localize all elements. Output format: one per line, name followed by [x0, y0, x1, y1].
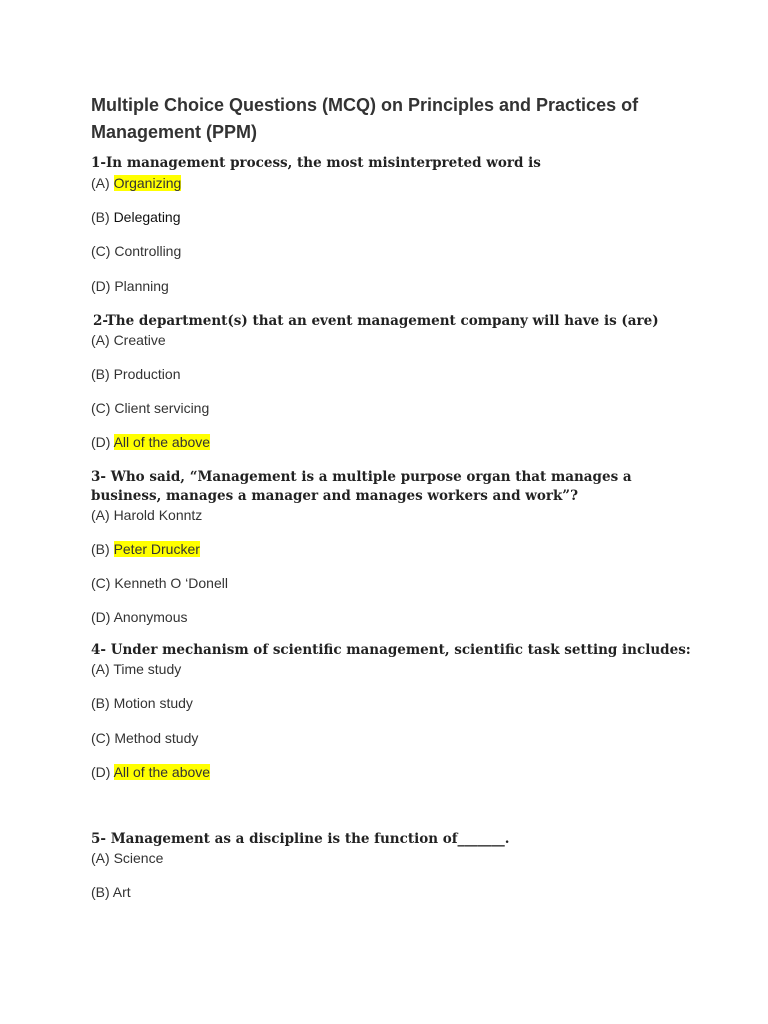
question-4-option-c: [91, 728, 198, 748]
question-2-option-b: [91, 364, 181, 384]
option-letter: (B): [91, 541, 110, 557]
question-4-option-d: [91, 762, 210, 782]
question-4-option-a: [91, 659, 181, 679]
question-5-option-b: [91, 882, 131, 902]
option-text: Planning: [114, 278, 169, 294]
option-text: Organizing: [113, 175, 182, 191]
option-text: Production: [113, 366, 181, 382]
question-4-option-b: [91, 693, 193, 713]
option-letter: (B): [91, 209, 110, 225]
option-text: All of the above: [113, 764, 211, 780]
option-letter: (C): [91, 575, 111, 591]
question-2-option-c: [91, 398, 209, 418]
option-letter: (C): [91, 243, 111, 259]
option-text: Method study: [114, 730, 199, 746]
option-letter: (A): [91, 507, 110, 523]
question-2: 2-The department(s) that an event management company will have is (are): [93, 313, 659, 329]
option-letter: (D): [91, 609, 111, 625]
question-2-option-a: [91, 330, 166, 350]
question-3: 3- Who said, “Management is a multiple purpose organ that manages a business, manages a manager and manages workers and work”?: [91, 469, 632, 504]
option-text: Art: [112, 884, 131, 900]
option-letter: (C): [91, 400, 111, 416]
option-letter: (B): [91, 695, 110, 711]
option-letter: (C): [91, 730, 111, 746]
question-5-option-a: [91, 848, 163, 868]
page-title: Multiple Choice Questions (MCQ) on Principles and Practices of Management (PPM): [91, 95, 639, 142]
option-letter: (A): [91, 850, 110, 866]
option-letter: (A): [91, 661, 110, 677]
question-1: 1-In management process, the most misinterpreted word is: [91, 155, 541, 171]
option-letter: (B): [91, 884, 110, 900]
option-letter: (B): [91, 366, 110, 382]
question-1-option-b: [91, 207, 181, 227]
option-letter: (A): [91, 332, 110, 348]
option-text: All of the above: [113, 434, 211, 450]
option-text: Controlling: [114, 243, 182, 259]
option-text: Client servicing: [114, 400, 210, 416]
question-2-option-d: [91, 432, 210, 452]
option-text: Anonymous: [113, 609, 188, 625]
option-letter: (D): [91, 278, 111, 294]
question-1-option-d: [91, 276, 169, 296]
option-text: Time study: [113, 661, 182, 677]
option-text: Peter Drucker: [113, 541, 200, 557]
option-letter: (D): [91, 434, 111, 450]
question-3-option-c: [91, 573, 228, 593]
question-1-option-c: [91, 241, 181, 261]
question-5: 5- Management as a discipline is the function of_______.: [91, 831, 510, 847]
question-3-option-d: [91, 607, 188, 627]
option-text: Harold Konntz: [113, 507, 203, 523]
option-text: Kenneth O ‘Donell: [114, 575, 228, 591]
option-text: Creative: [113, 332, 166, 348]
option-text: Motion study: [113, 695, 193, 711]
question-1-option-a: [91, 173, 181, 193]
option-text: Science: [113, 850, 164, 866]
option-letter: (D): [91, 764, 111, 780]
option-letter: (A): [91, 175, 110, 191]
question-3-option-a: [91, 505, 202, 525]
option-text: Delegating: [113, 209, 181, 225]
question-3-option-b: [91, 539, 200, 559]
question-4: 4- Under mechanism of scientific management, scientific task setting includes:: [91, 642, 691, 658]
